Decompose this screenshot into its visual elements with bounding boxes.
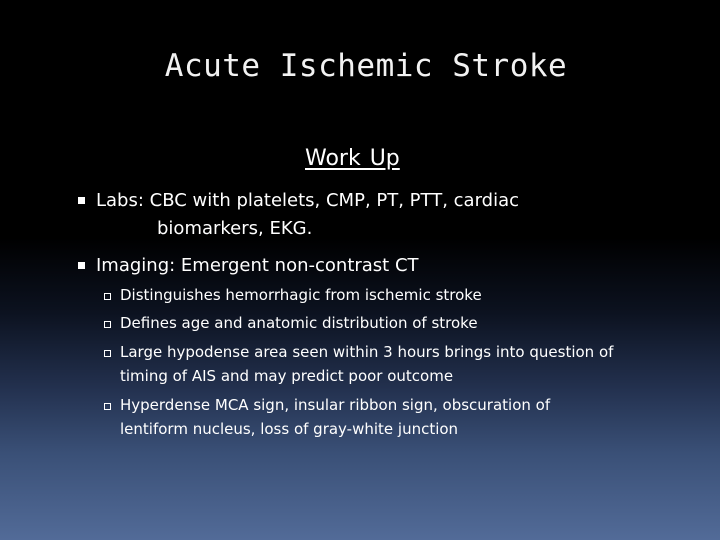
slide-title: Acute Ischemic Stroke [164, 48, 568, 84]
filled-square-bullet-icon [78, 262, 85, 269]
hollow-square-bullet-icon [104, 403, 111, 410]
sub-bullet-text-continued: lentiform nucleus, loss of gray-white junction [120, 420, 459, 438]
hollow-square-bullet-icon [104, 293, 111, 300]
section-heading: Work Up [305, 146, 400, 171]
filled-square-bullet-icon [78, 197, 85, 204]
sub-bullet-text: Large hypodense area seen within 3 hours brings into question of [120, 343, 614, 361]
imaging-line-1: Imaging: Emergent non-contrast CT [96, 255, 419, 276]
labs-line-2: biomarkers, EKG. [157, 218, 313, 239]
sub-bullet-text: Hyperdense MCA sign, insular ribbon sign, obscuration of [120, 396, 551, 414]
sub-bullet-text: Distinguishes hemorrhagic from ischemic stroke [120, 286, 482, 304]
hollow-square-bullet-icon [104, 350, 111, 357]
labs-line-1: Labs: CBC with platelets, CMP, PT, PTT, cardiac [96, 190, 520, 211]
hollow-square-bullet-icon [104, 321, 111, 328]
sub-bullet-text: Defines age and anatomic distribution of stroke [120, 314, 478, 332]
sub-bullet-text-continued: timing of AIS and may predict poor outcome [120, 367, 454, 385]
